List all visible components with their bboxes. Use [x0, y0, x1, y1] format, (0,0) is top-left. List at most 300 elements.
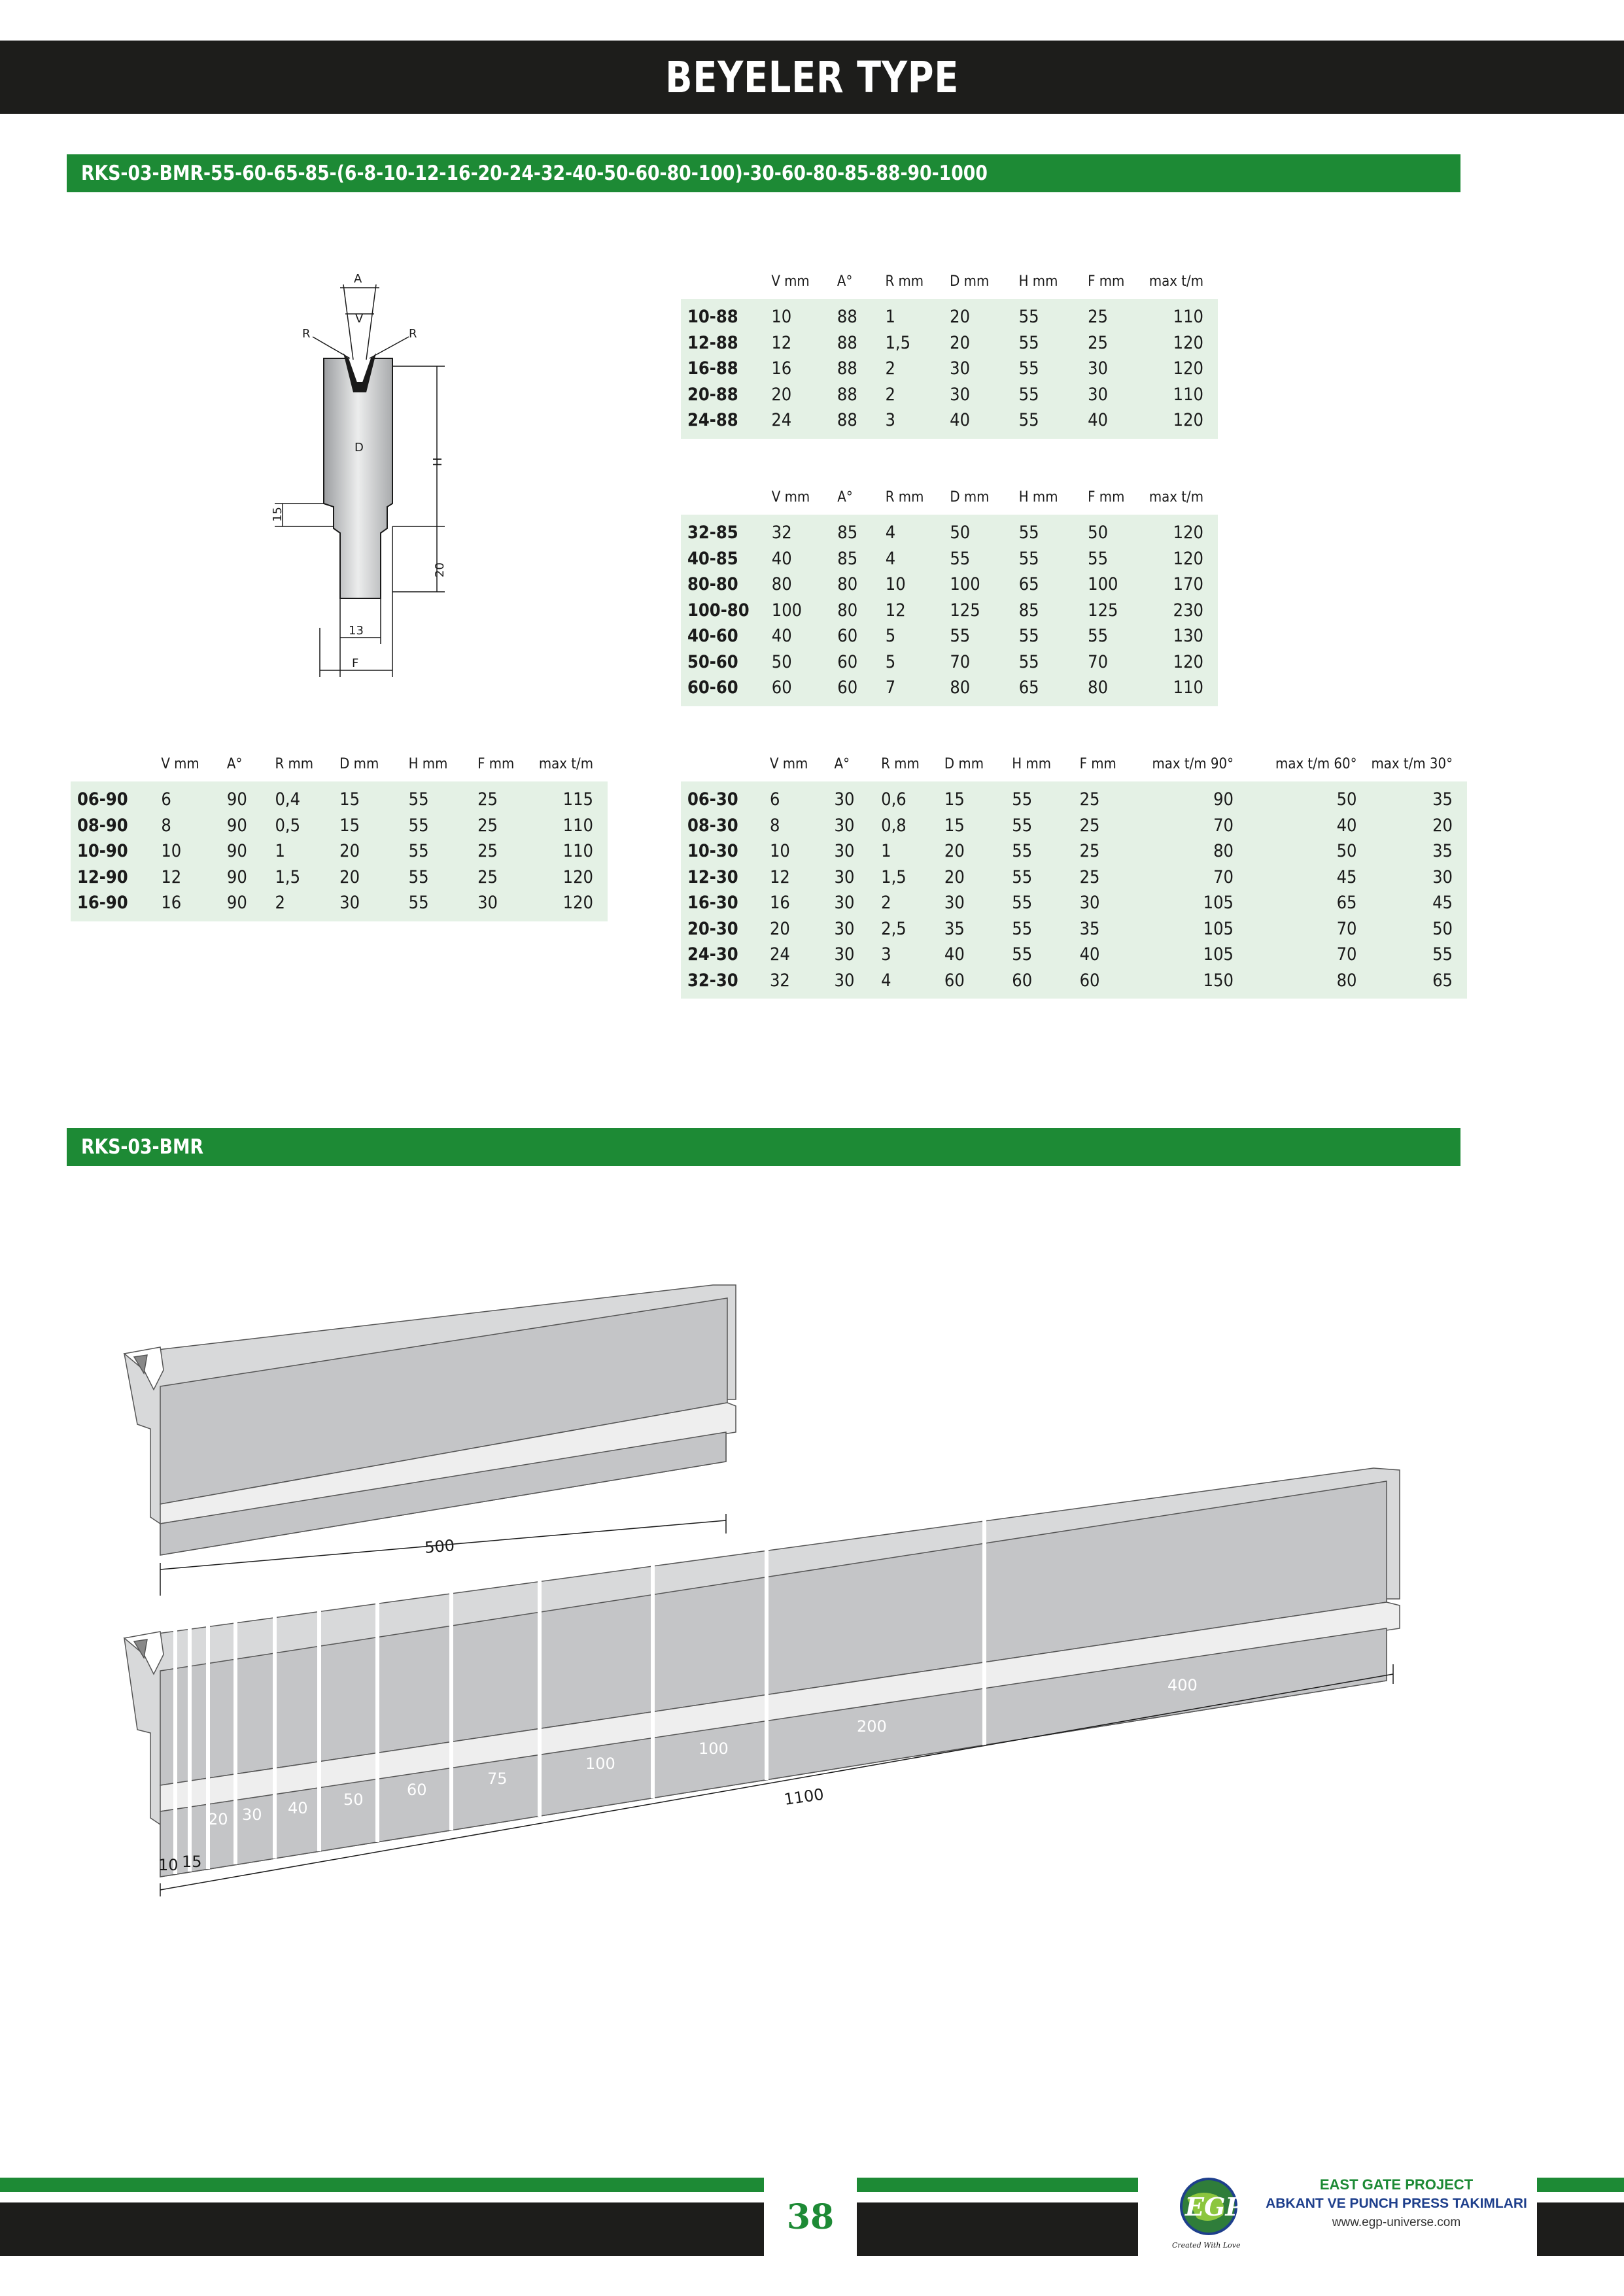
cell: 20	[771, 382, 837, 408]
cell: 10-90	[71, 838, 161, 865]
cell: 88	[837, 382, 886, 408]
cell: 55	[950, 623, 1018, 649]
cell: 30	[1080, 890, 1140, 916]
spec-table-30	[681, 756, 1467, 999]
cell: 120	[1149, 649, 1218, 676]
cell: 20-88	[681, 382, 771, 408]
cell: 20	[944, 865, 1012, 891]
cell: 90	[227, 838, 275, 865]
cell: 90	[227, 865, 275, 891]
cell: 50	[772, 649, 838, 676]
cell: 12-30	[681, 865, 770, 891]
cell: 60	[944, 968, 1012, 999]
logo-mark: EGP	[1185, 2192, 1244, 2221]
cell: 12	[770, 865, 835, 891]
cell: 60	[837, 623, 885, 649]
cell: 16	[161, 890, 227, 921]
cell: 35	[1372, 838, 1467, 865]
cell: 10	[161, 838, 227, 865]
table-row	[681, 356, 1218, 382]
label-dim-20: 20	[433, 562, 447, 577]
cell: 65	[1372, 968, 1467, 999]
cell: 12-90	[71, 865, 161, 891]
cell: 55	[1012, 916, 1079, 942]
cell: 1	[275, 838, 339, 865]
cell: 1,5	[885, 330, 950, 356]
cell: 20	[950, 299, 1018, 330]
label-angle-a: A	[354, 272, 362, 286]
cell: 55	[1012, 838, 1079, 865]
cell: 4	[886, 546, 950, 572]
page-title-bar	[0, 41, 1624, 114]
cell: 08-30	[681, 813, 770, 839]
cell: 100	[1088, 572, 1149, 598]
cell: 25	[1080, 838, 1140, 865]
page-title: BEYELER TYPE	[665, 52, 959, 103]
cell: 3	[885, 407, 950, 439]
cell: 35	[944, 916, 1012, 942]
cell: 120	[1149, 546, 1218, 572]
col-f: F mm	[477, 756, 515, 772]
cell: 50-60	[681, 649, 772, 676]
table-row	[681, 515, 1218, 546]
col-d: D mm	[339, 756, 379, 772]
logo-tagline: Created With Love	[1172, 2241, 1241, 2250]
seg-40: 40	[288, 1799, 308, 1817]
cell: 70	[1140, 865, 1248, 891]
cell: 12	[886, 598, 950, 624]
cell: 50	[1088, 515, 1149, 546]
col-v: V mm	[161, 756, 199, 772]
cell: 60	[1080, 968, 1140, 999]
cell: 25	[477, 813, 539, 839]
cell: 08-90	[71, 813, 161, 839]
cell: 10	[770, 838, 835, 865]
cell: 15	[339, 813, 408, 839]
seg-30: 30	[242, 1806, 262, 1824]
cell: 90	[227, 813, 275, 839]
table-row	[681, 675, 1218, 706]
cell: 20	[339, 865, 408, 891]
cell: 25	[1080, 813, 1140, 839]
col-code	[681, 756, 770, 781]
col-v: V mm	[771, 273, 810, 290]
table-row	[681, 838, 1467, 865]
col-max-90: max t/m 90°	[1152, 756, 1234, 772]
cell: 55	[1012, 890, 1079, 916]
cell: 1,5	[881, 865, 944, 891]
cell: 55	[409, 838, 477, 865]
company-subtitle: ABKANT VE PUNCH PRESS TAKIMLARI	[1266, 2196, 1527, 2211]
cell: 60	[1012, 968, 1079, 999]
cell: 60	[837, 675, 885, 706]
cell: 60-60	[681, 675, 772, 706]
cell: 55	[1019, 330, 1088, 356]
cell: 20-30	[681, 916, 770, 942]
cell: 85	[837, 546, 885, 572]
cell: 32-85	[681, 515, 772, 546]
cell: 24-88	[681, 407, 771, 439]
cell: 6	[161, 781, 227, 813]
cell: 25	[477, 781, 539, 813]
seg-100a: 100	[585, 1755, 615, 1773]
seg-75: 75	[487, 1770, 508, 1788]
cell: 125	[1088, 598, 1149, 624]
cell: 65	[1019, 675, 1088, 706]
col-code	[681, 273, 771, 299]
cell: 40	[950, 407, 1018, 439]
cell: 32	[772, 515, 838, 546]
cell: 25	[477, 838, 539, 865]
cell: 8	[161, 813, 227, 839]
cell: 12-88	[681, 330, 771, 356]
cell: 55	[1372, 942, 1467, 968]
cell: 25	[1088, 330, 1149, 356]
cell: 105	[1140, 942, 1248, 968]
cell: 16	[770, 890, 835, 916]
table-row	[681, 330, 1218, 356]
cell: 115	[539, 781, 608, 813]
section-header-rks-03-bmr	[67, 1128, 1460, 1166]
table-row	[681, 649, 1218, 676]
cell: 170	[1149, 572, 1218, 598]
cell: 40-60	[681, 623, 772, 649]
spec-table-88	[681, 273, 1218, 439]
cell: 50	[1248, 838, 1372, 865]
cell: 2,5	[881, 916, 944, 942]
cell: 55	[1019, 299, 1088, 330]
cell: 105	[1140, 890, 1248, 916]
cell: 40	[1248, 813, 1372, 839]
cell: 125	[950, 598, 1018, 624]
cell: 5	[886, 623, 950, 649]
cell: 24	[770, 942, 835, 968]
col-r: R mm	[881, 756, 920, 772]
cell: 80	[1088, 675, 1149, 706]
cell: 40	[944, 942, 1012, 968]
cell: 10	[886, 572, 950, 598]
table-row	[681, 598, 1218, 624]
cell: 55	[409, 865, 477, 891]
label-dim-13: 13	[349, 624, 364, 638]
col-f: F mm	[1088, 273, 1125, 290]
cell: 6	[770, 781, 835, 813]
cell: 110	[539, 813, 608, 839]
cell: 150	[1140, 968, 1248, 999]
table-row	[71, 838, 608, 865]
col-a: A°	[837, 273, 853, 290]
table-row	[71, 813, 608, 839]
cell: 55	[1019, 356, 1088, 382]
col-v: V mm	[769, 756, 808, 772]
cell: 55	[1019, 623, 1088, 649]
cell: 12	[161, 865, 227, 891]
cell: 4	[886, 515, 950, 546]
cell: 55	[1012, 942, 1079, 968]
cell: 120	[1149, 515, 1218, 546]
footer-black-band-mid	[857, 2202, 1138, 2256]
seg-200: 200	[857, 1717, 887, 1736]
cell: 2	[885, 382, 950, 408]
col-f: F mm	[1088, 489, 1125, 505]
cell: 16-90	[71, 890, 161, 921]
cell: 130	[1149, 623, 1218, 649]
seg-10: 10	[158, 1856, 179, 1874]
table-row	[681, 916, 1467, 942]
col-r: R mm	[885, 273, 924, 290]
company-logo-icon	[1171, 2172, 1262, 2256]
cell: 2	[881, 890, 944, 916]
cell: 06-30	[681, 781, 770, 813]
label-radius-left: R	[302, 327, 311, 341]
cell: 80	[1248, 968, 1372, 999]
cell: 10-30	[681, 838, 770, 865]
cell: 2	[885, 356, 950, 382]
cell: 30	[835, 813, 882, 839]
cell: 35	[1372, 781, 1467, 813]
table-row	[681, 299, 1218, 330]
cell: 55	[1088, 623, 1149, 649]
col-a: A°	[834, 756, 850, 772]
cell: 55	[1019, 649, 1088, 676]
cell: 06-90	[71, 781, 161, 813]
cell: 0,6	[881, 781, 944, 813]
cell: 5	[886, 649, 950, 676]
label-f: F	[352, 657, 359, 670]
footer-black-band-left	[0, 2202, 764, 2256]
cell: 30	[944, 890, 1012, 916]
col-max: max t/m	[1149, 489, 1203, 505]
cell: 40	[772, 623, 838, 649]
cell: 105	[1140, 916, 1248, 942]
cell: 55	[409, 781, 477, 813]
cell: 110	[1149, 675, 1218, 706]
cell: 40	[772, 546, 838, 572]
cell: 15	[944, 781, 1012, 813]
table-row	[681, 865, 1467, 891]
seg-20: 20	[208, 1810, 228, 1828]
col-f: F mm	[1079, 756, 1116, 772]
cell: 120	[539, 865, 608, 891]
cell: 32-30	[681, 968, 770, 999]
cell: 88	[837, 330, 886, 356]
col-r: R mm	[885, 489, 924, 505]
col-a: A°	[226, 756, 243, 772]
cell: 55	[950, 546, 1018, 572]
label-dim-15: 15	[271, 507, 285, 522]
cell: 45	[1248, 865, 1372, 891]
cell: 0,5	[275, 813, 339, 839]
cell: 30	[477, 890, 539, 921]
table-row	[681, 546, 1218, 572]
cell: 80	[950, 675, 1018, 706]
cell: 55	[1019, 382, 1088, 408]
seg-15: 15	[182, 1853, 202, 1871]
label-h: H	[431, 457, 445, 466]
cell: 65	[1248, 890, 1372, 916]
cell: 10	[771, 299, 837, 330]
footer-green-stripe-mid	[857, 2178, 1138, 2192]
cell: 7	[886, 675, 950, 706]
label-d: D	[354, 441, 364, 454]
cell: 2	[275, 890, 339, 921]
col-a: A°	[837, 489, 853, 505]
cell: 88	[837, 407, 886, 439]
section-title: RKS-03-BMR	[81, 1135, 204, 1159]
cell: 60	[837, 649, 885, 676]
sectional-die-illustration	[111, 1269, 1439, 1896]
cell: 30	[835, 838, 882, 865]
cell: 110	[1149, 382, 1218, 408]
cell: 16	[771, 356, 837, 382]
cell: 35	[1080, 916, 1140, 942]
cell: 30	[835, 942, 882, 968]
cell: 0,4	[275, 781, 339, 813]
table-row	[71, 781, 608, 813]
cell: 88	[837, 299, 886, 330]
col-code	[681, 489, 772, 515]
label-radius-right: R	[409, 327, 417, 341]
label-v: V	[355, 312, 364, 326]
footer-black-band-right	[1537, 2202, 1624, 2256]
cell: 90	[227, 890, 275, 921]
company-url: www.egp-universe.com	[1332, 2216, 1461, 2229]
cell: 25	[477, 865, 539, 891]
cell: 0,8	[881, 813, 944, 839]
cell: 80	[837, 598, 885, 624]
cell: 55	[1019, 407, 1088, 439]
col-max: max t/m	[538, 756, 593, 772]
seg-400: 400	[1167, 1676, 1198, 1694]
cell: 25	[1088, 299, 1149, 330]
cell: 50	[950, 515, 1018, 546]
cell: 40	[1080, 942, 1140, 968]
cell: 20	[950, 330, 1018, 356]
cell: 16-88	[681, 356, 771, 382]
col-r: R mm	[275, 756, 314, 772]
col-d: D mm	[950, 489, 990, 505]
cell: 230	[1149, 598, 1218, 624]
cell: 15	[944, 813, 1012, 839]
col-max-60: max t/m 60°	[1275, 756, 1357, 772]
cell: 30	[950, 382, 1018, 408]
cell: 30	[835, 890, 882, 916]
cell: 20	[944, 838, 1012, 865]
seg-50: 50	[343, 1791, 364, 1809]
cell: 30	[1372, 865, 1467, 891]
table-row	[71, 890, 608, 921]
cell: 60	[772, 675, 838, 706]
cell: 20	[1372, 813, 1467, 839]
cell: 80	[837, 572, 885, 598]
footer-green-stripe-left	[0, 2178, 764, 2192]
cell: 1	[881, 838, 944, 865]
cell: 30	[950, 356, 1018, 382]
cell: 1,5	[275, 865, 339, 891]
col-code	[71, 756, 161, 781]
cell: 70	[1248, 942, 1372, 968]
cell: 120	[1149, 356, 1218, 382]
table-row	[681, 572, 1218, 598]
table-row	[681, 623, 1218, 649]
cell: 70	[1140, 813, 1248, 839]
col-max-30: max t/m 30°	[1371, 756, 1453, 772]
cell: 80	[1140, 838, 1248, 865]
cell: 100	[950, 572, 1018, 598]
table-row	[681, 890, 1467, 916]
cell: 10-88	[681, 299, 771, 330]
table-row	[681, 407, 1218, 439]
table-row	[681, 942, 1467, 968]
cell: 32	[770, 968, 835, 999]
seg-100b: 100	[699, 1739, 729, 1758]
section-header-product-code	[67, 154, 1460, 192]
cell: 20	[770, 916, 835, 942]
cell: 90	[1140, 781, 1248, 813]
cell: 25	[1080, 781, 1140, 813]
cell: 55	[1088, 546, 1149, 572]
cell: 30	[835, 781, 882, 813]
die-profile-drawing	[249, 265, 464, 683]
cell: 45	[1372, 890, 1467, 916]
cell: 65	[1019, 572, 1088, 598]
company-name: EAST GATE PROJECT	[1319, 2176, 1474, 2193]
cell: 70	[1248, 916, 1372, 942]
table-row	[71, 865, 608, 891]
footer-green-stripe-right	[1537, 2178, 1624, 2192]
cell: 24	[771, 407, 837, 439]
cell: 80	[772, 572, 838, 598]
table-row	[681, 813, 1467, 839]
cell: 70	[950, 649, 1018, 676]
cell: 88	[837, 356, 886, 382]
cell: 55	[1012, 813, 1079, 839]
cell: 55	[409, 813, 477, 839]
cell: 55	[1012, 865, 1079, 891]
cell: 120	[1149, 407, 1218, 439]
cell: 30	[339, 890, 408, 921]
col-h: H mm	[1018, 489, 1058, 505]
cell: 100-80	[681, 598, 772, 624]
spec-table-90	[71, 756, 608, 921]
cell: 30	[1088, 356, 1149, 382]
cell: 50	[1372, 916, 1467, 942]
cell: 85	[1019, 598, 1088, 624]
cell: 30	[835, 968, 882, 999]
table-row	[681, 382, 1218, 408]
cell: 25	[1080, 865, 1140, 891]
dim-1100: 1100	[782, 1785, 825, 1809]
spec-table-85	[681, 489, 1218, 706]
cell: 100	[772, 598, 838, 624]
cell: 55	[1012, 781, 1079, 813]
section-title: RKS-03-BMR-55-60-65-85-(6-8-10-12-16-20-24-32-40-50-60-80-100)-30-60-80-85-88-90-1000	[81, 162, 988, 185]
cell: 55	[1019, 546, 1088, 572]
cell: 110	[539, 838, 608, 865]
cell: 40-85	[681, 546, 772, 572]
col-max: max t/m	[1149, 273, 1203, 290]
cell: 55	[409, 890, 477, 921]
col-d: D mm	[944, 756, 984, 772]
cell: 24-30	[681, 942, 770, 968]
cell: 55	[1019, 515, 1088, 546]
cell: 120	[539, 890, 608, 921]
dim-500: 500	[424, 1536, 456, 1557]
cell: 3	[881, 942, 944, 968]
cell: 40	[1088, 407, 1149, 439]
col-h: H mm	[1018, 273, 1058, 290]
cell: 20	[339, 838, 408, 865]
